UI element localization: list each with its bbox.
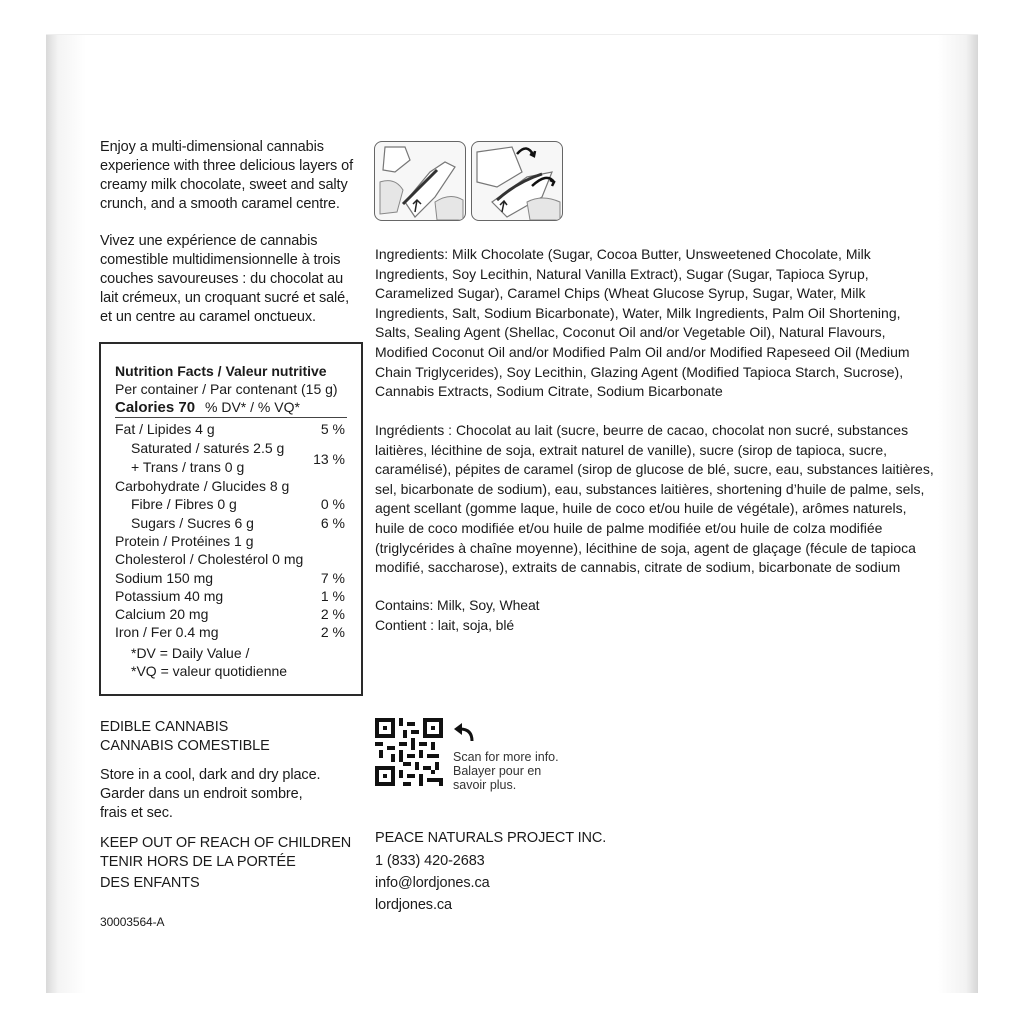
ingredients-line: Cannabis Extracts, Sodium Citrate, Sodium Bicarbonate (375, 383, 723, 400)
curved-arrow-icon (452, 721, 476, 748)
warning-line: DES ENFANTS (100, 875, 200, 891)
nutrient-label: Protein / Protéines 1 g (115, 533, 254, 549)
storage-line: Store in a cool, dark and dry place. (100, 767, 321, 783)
nutrient-row (115, 420, 345, 438)
warning-line: TENIR HORS DE LA PORTÉE (100, 854, 296, 870)
nutrient-row (115, 569, 345, 587)
nutrient-label: Sodium 150 mg (115, 570, 214, 586)
qr-code[interactable] (375, 718, 443, 786)
ingredients-line: Ingrédients : Chocolat au lait (sucre, beurre de cacao, chocolat non sucré, substances (375, 422, 909, 438)
ingredients-line: (triglycérides à chaîne moyenne), lécithine de soja, agent de glaçage (fécule de tapioca (375, 539, 916, 556)
nutrient-dv: 0 % (320, 496, 345, 512)
nutrient-row (115, 477, 345, 495)
nutrient-label: Sugars / Sucres 6 g (131, 515, 254, 531)
scan-info (453, 750, 559, 792)
nutrient-row (115, 514, 345, 532)
nutrient-row (115, 439, 345, 457)
ingredients-line: caramélisé), pépites de caramel (sirop de glucose de blé, sucre, eau, substances laitières, (375, 461, 934, 478)
nutrient-label: Fibre / Fibres 0 g (131, 496, 237, 512)
dv-header: % DV* / % VQ* (205, 399, 300, 415)
company-name: PEACE NATURALS PROJECT INC. (375, 830, 607, 846)
calories: Calories 70 (115, 399, 196, 416)
intro-en-line: creamy milk chocolate, sweet and salty (100, 177, 348, 193)
nutrient-label: Calcium 20 mg (115, 606, 209, 622)
nutrition-facts-table (99, 342, 363, 696)
nutrient-dv: 2 % (320, 606, 345, 622)
tear-open-illustration (374, 141, 466, 221)
nutrient-label: Saturated / saturés 2.5 g (131, 440, 285, 456)
nutrient-dv: 7 % (320, 570, 345, 586)
scan-line: savoir plus. (453, 778, 517, 792)
nutrient-dv: 6 % (320, 515, 345, 531)
nutrient-label: Carbohydrate / Glucides 8 g (115, 478, 290, 494)
footnote: *VQ = valeur quotidienne (131, 663, 288, 679)
nutrient-label: Iron / Fer 0.4 mg (115, 624, 219, 640)
nutrient-row (115, 451, 345, 476)
calories-row (115, 398, 345, 417)
nutrient-label: Cholesterol / Cholestérol 0 mg (115, 551, 304, 567)
nutrient-label: + Trans / trans 0 g (131, 459, 245, 475)
nutrient-label: Fat / Lipides 4 g (115, 421, 215, 437)
lot-code: 30003564-A (100, 915, 165, 929)
footnote: *DV = Daily Value / (131, 645, 250, 661)
nutrient-dv: 2 % (320, 624, 345, 640)
ingredients-french (375, 421, 934, 578)
contains-fr: Contient : lait, soja, blé (375, 617, 515, 633)
scan-line: Scan for more info. (453, 750, 559, 764)
nutrient-row (115, 532, 345, 550)
edible-cannabis-fr: CANNABIS COMESTIBLE (100, 738, 270, 754)
company-phone: 1 (833) 420-2683 (375, 853, 485, 869)
nutrient-row (115, 495, 345, 513)
nutrient-label: Potassium 40 mg (115, 588, 224, 604)
company-website: lordjones.ca (375, 897, 452, 913)
nutrient-row (115, 587, 345, 605)
intro-fr-line: lait crémeux, un croquant sucré et salé, (100, 290, 350, 306)
ingredients-line: Caramelized Sugar), Caramel Chips (Wheat Glucose Syrup, Sugar, Water, Milk (375, 285, 866, 302)
ingredients-english (375, 245, 910, 402)
intro-fr-line: Vivez une expérience de cannabis (100, 233, 318, 249)
company-email: info@lordjones.ca (375, 875, 490, 891)
serving-size: Per container / Par contenant (15 g) (115, 381, 338, 397)
intro-en-line: experience with three delicious layers of (100, 158, 354, 174)
intro-fr-line: et un centre au caramel onctueux. (100, 309, 316, 325)
nutrient-dv: 13 % (313, 451, 345, 467)
intro-fr-line: comestible multidimensionnelle à trois (100, 252, 341, 268)
ingredients-line: Modified Coconut Oil and/or Modified Palm Oil and/or Modified Rapeseed Oil (Medium (375, 343, 910, 360)
intro-en-line: Enjoy a multi-dimensional cannabis (100, 139, 324, 155)
storage-line: Garder dans un endroit sombre, (100, 786, 303, 802)
ingredients-line: sel, bicarbonate de sodium), eau, substances laitières, shortening d’huile de palme, sels, (375, 480, 925, 497)
nutrient-row (115, 605, 345, 623)
ingredients-line: Salts, Sealing Agent (Shellac, Coconut Oil and/or Vegetable Oil), Natural Flavours, (375, 324, 886, 341)
nutrition-title: Nutrition Facts / Valeur nutritive (115, 363, 327, 379)
contains-en: Contains: Milk, Soy, Wheat (375, 597, 540, 613)
scan-line: Balayer pour en (453, 764, 542, 778)
intro-english (100, 138, 353, 214)
ingredients-line: Chain Triglycerides), Soy Lecithin, Glazing Agent (Modified Tapioca Starch, Sucrose), (375, 363, 904, 380)
intro-fr-line: couches savoureuses : du chocolat au (100, 271, 344, 287)
intro-en-line: crunch, and a smooth caramel centre. (100, 196, 340, 212)
nutrient-dv: 1 % (320, 588, 345, 604)
ingredients-line: Ingredients, Soy Lecithin, Natural Vanilla Extract), Sugar (Sugar, Tapioca Syrup, (375, 265, 869, 282)
ingredients-line: Ingredients, Salt, Sodium Bicarbonate), Water, Milk Ingredients, Palm Oil Shortening, (375, 304, 901, 321)
ingredients-line: Ingredients: Milk Chocolate (Sugar, Cocoa Butter, Unsweetened Chocolate, Milk (375, 246, 871, 262)
nutrient-dv: 5 % (320, 421, 345, 437)
ingredients-line: huile de coco modifiée et/ou huile de palme modifiée et/ou huile de colza modifiée (375, 519, 883, 536)
ingredients-line: laitières, lécithine de soja, extrait naturel de vanille), sucre (sirop de tapioca, sucre, (375, 441, 888, 458)
nutrient-row (115, 623, 345, 641)
warning-line: KEEP OUT OF REACH OF CHILDREN (100, 835, 352, 851)
storage-line: frais et sec. (100, 805, 173, 821)
intro-french (100, 232, 349, 327)
divider (115, 417, 347, 418)
edible-cannabis-en: EDIBLE CANNABIS (100, 719, 229, 735)
ingredients-line: modifié, saccharose), extraits de cannabis, citrate de sodium, bicarbonate de sodium (375, 559, 901, 576)
peel-open-illustration (471, 141, 563, 221)
nutrient-row (115, 550, 345, 568)
ingredients-line: agent scellant (gomme laque, huile de coco et/ou huile de végétale), arômes naturels, (375, 500, 907, 517)
